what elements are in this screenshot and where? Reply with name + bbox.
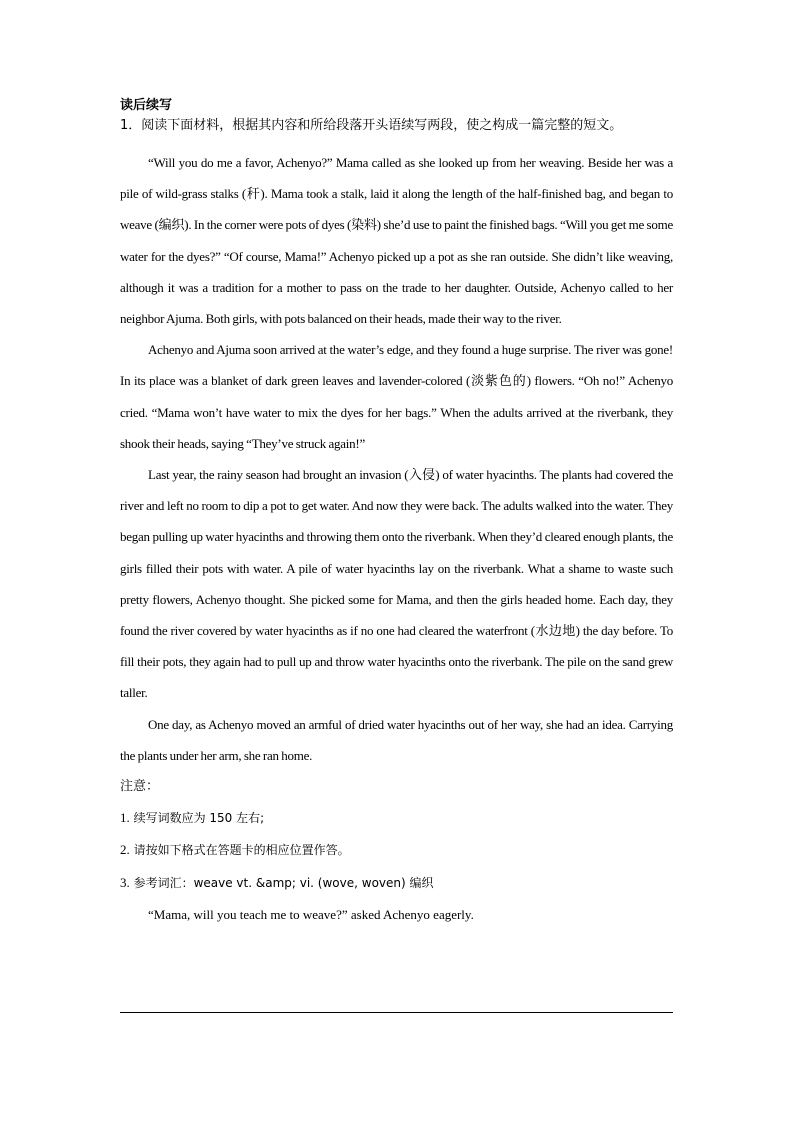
- answer-writing-line: [120, 1012, 673, 1013]
- story-paragraph-3: Last year, the rainy season had brought an invasion (入侵) of water hyacinths. The plants had covered the river and left no room to dip a pot to get water. And now they were back. The adults walked into the water. They began pulling up water hyacinths and throwing them onto the riverbank. When they’d cleared enough plants, the girls filled their pots with water. A pile of water hyacinths lay on the riverbank. What a shame to waste such pretty flowers, Achenyo thought. She picked some for Mama, and then the girls headed home. Each day, they found the river covered by water hyacinths as if no one had cleared the waterfront (水边地) the day before. To fill their pots, they again had to pull up and throw water hyacinths onto the riverbank. The pile on the sand grew taller.: [120, 467, 673, 701]
- notes-heading: 注意：: [120, 779, 160, 795]
- answer-opening-sentence: “Mama, will you teach me to weave?” asked Achenyo eagerly.: [148, 906, 474, 922]
- note-number: 2.: [120, 842, 130, 858]
- story-paragraph-2: Achenyo and Ajuma soon arrived at the water’s edge, and they found a huge surprise. The river was gone! In its place was a blanket of dark green leaves and lavender-colored (淡紫色的) flowers. “Oh no!” Achenyo cried. “Mama won’t have water to mix the dyes for her bags.” When the adults arrived at the riverbank, they shook their heads, saying “They’ve struck again!”: [120, 342, 673, 451]
- question-instruction: [120, 117, 673, 147]
- story-paragraph-1: “Will you do me a favor, Achenyo?” Mama called as she looked up from her weaving. Beside her was a pile of wild-grass stalks (秆). Mama took a stalk, laid it along the length of the half-finished bag, and began to weave (编织). In the corner were pots of dyes (染料) she’d use to paint the finished bags. “Will you get me some water for the dyes?” “Of course, Mama!” Achenyo picked up a pot as she ran outside. She didn’t like weaving, although it was a tradition for a mother to pass on the trade to her daughter. Outside, Achenyo called to her neighbor Ajuma. Both girls, with pots balanced on their heads, made their way to the river.: [120, 155, 673, 327]
- note-item: [120, 867, 673, 899]
- note-item: [120, 834, 673, 866]
- story-paragraph-4: One day, as Achenyo moved an armful of dried water hyacinths out of her way, she had an idea. Carrying the plants under her arm, she ran home.: [120, 716, 673, 763]
- document-page: [120, 97, 673, 930]
- note-text: 参考词汇：weave vt. &amp; vi. (wove, woven) 编织: [133, 875, 434, 890]
- section-title: 读后续写: [120, 98, 173, 113]
- question-number: 1．: [120, 118, 142, 133]
- note-text: 续写词数应为 150 左右;: [133, 811, 265, 826]
- note-text: 请按如下格式在答题卡的相应位置作答。: [133, 843, 350, 858]
- question-text: 阅读下面材料，根据其内容和所给段落开头语续写两段，使之构成一篇完整的短文。: [141, 118, 623, 133]
- note-number: 3.: [120, 874, 130, 890]
- note-item: [120, 802, 673, 834]
- note-number: 1.: [120, 810, 130, 826]
